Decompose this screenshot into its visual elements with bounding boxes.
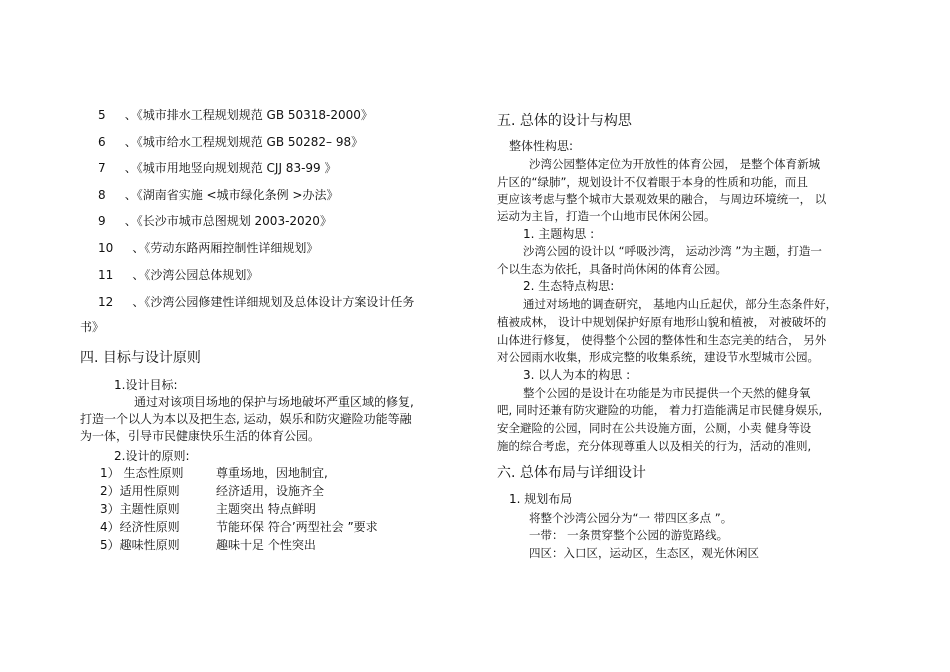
principle-desc-5: 趣味十足 个性突出 [216, 538, 316, 552]
principle-label-5: 5）趣味性原则 [100, 538, 180, 552]
reference-item-12-continued: 书》 [80, 320, 105, 334]
people-concept-line-4: 施的综合考虑，充分体现尊重人以及相关的行为，活动的准则, [497, 439, 812, 453]
eco-concept-line-2: 植被成林， 设计中规划保护好原有地形山貌和植被， 对被破坏的 [497, 315, 827, 329]
theme-concept-line-2: 个以生态为依托，具备时尚休闲的体育公园。 [497, 262, 727, 276]
eco-concept-line-1: 通过对场地的调查研究， 基地内山丘起伏，部分生态条件好， [523, 297, 838, 311]
reference-item-11: 11 、《沙湾公园总体规划》 [98, 268, 259, 282]
design-goal-line-2: 打造一个以人为本以及把生态, 运动，娱乐和防灾避险功能等融 [80, 412, 412, 426]
theme-concept-heading: 1. 主题构思 : [523, 227, 595, 241]
principle-label-3: 3）主题性原则 [100, 502, 180, 516]
section-4-title: 四. 目标与设计原则 [80, 350, 201, 366]
reference-item-12: 12 、《沙湾公园修建性详细规划及总体设计方案设计任务 [98, 295, 415, 309]
section-6-title: 六. 总体布局与详细设计 [497, 465, 646, 481]
reference-item-5: 5 、《城市排水工程规划规范 GB 50318-2000》 [98, 108, 373, 122]
design-goal-line-3: 为一体，引导市民健康快乐生活的体育公园。 [80, 429, 321, 443]
eco-concept-line-4: 对公园雨水收集，形成完整的收集系统，建设节水型城市公园。 [497, 350, 819, 364]
reference-item-10: 10 、《劳动东路两厢控制性详细规划》 [98, 241, 319, 255]
people-concept-line-2: 吧, 同时还兼有防灾避险的功能， 着力打造能满足市民健身娱乐, [497, 403, 823, 417]
planning-layout-line-1: 将整个沙湾公园分为“一 带四区多点 ”。 [529, 511, 733, 525]
principle-desc-3: 主题突出 特点鲜明 [216, 502, 316, 516]
planning-layout-heading: 1. 规划布局 [509, 492, 573, 506]
principle-label-1: 1） 生态性原则 [100, 466, 184, 480]
principle-desc-1: 尊重场地，因地制宜, [216, 466, 328, 480]
reference-item-7: 7 、《城市用地竖向规划规范 CJJ 83-99 》 [98, 161, 337, 175]
eco-concept-heading: 2. 生态特点构思: [523, 279, 615, 293]
planning-layout-line-2: 一带： 一条贯穿整个公园的游览路线。 [529, 528, 729, 542]
design-principles-heading: 2.设计的原则: [114, 449, 190, 463]
reference-item-8: 8 、《湖南省实施 <城市绿化条例 >办法》 [98, 188, 339, 202]
overall-concept-line-4: 运动为主旨，打造一个山地市民休闲公园。 [497, 209, 716, 223]
design-goal-heading: 1.设计目标: [114, 378, 178, 392]
overall-concept-line-1: 沙湾公园整体定位为开放性的体育公园， 是整个体育新城 [529, 157, 821, 171]
principle-desc-4: 节能环保 符合’两型社会 ”要求 [216, 520, 378, 534]
principle-label-2: 2）适用性原则 [100, 484, 180, 498]
design-goal-line-1: 通过对该项目场地的保护与场地破坏严重区域的修复, [134, 395, 414, 409]
reference-item-9: 9 、《长沙市城市总图规划 2003-2020》 [98, 214, 332, 228]
people-concept-line-1: 整个公园的是设计在功能是为市民提供一个天然的健身氧 [523, 386, 811, 400]
overall-concept-line-2: 片区的“绿肺”，规划设计不仅着眼于本身的性质和功能，而且 [497, 175, 808, 189]
reference-item-6: 6 、《城市给水工程规划规范 GB 50282– 98》 [98, 135, 364, 149]
people-concept-line-3: 安全避险的公园，同时在公共设施方面，公厕，小卖 健身等设 [497, 421, 812, 435]
principle-label-4: 4）经济性原则 [100, 520, 180, 534]
principle-desc-2: 经济适用，设施齐全 [216, 484, 325, 498]
theme-concept-line-1: 沙湾公园的设计以 “呼吸沙湾， 运动沙湾 ”为主题，打造一 [523, 244, 822, 258]
section-5-title: 五. 总体的设计与构思 [497, 113, 632, 129]
people-concept-heading: 3. 以人为本的构思 : [523, 368, 631, 382]
overall-concept-line-3: 更应该考虑与整个城市大景观效果的融合， 与周边环境统一， 以 [497, 192, 827, 206]
planning-layout-line-3: 四区：入口区，运动区，生态区，观光休闲区 [529, 546, 759, 560]
overall-concept-heading: 整体性构思: [509, 139, 574, 153]
eco-concept-line-3: 山体进行修复， 使得整个公园的整体性和生态完美的结合， 另外 [497, 333, 827, 347]
